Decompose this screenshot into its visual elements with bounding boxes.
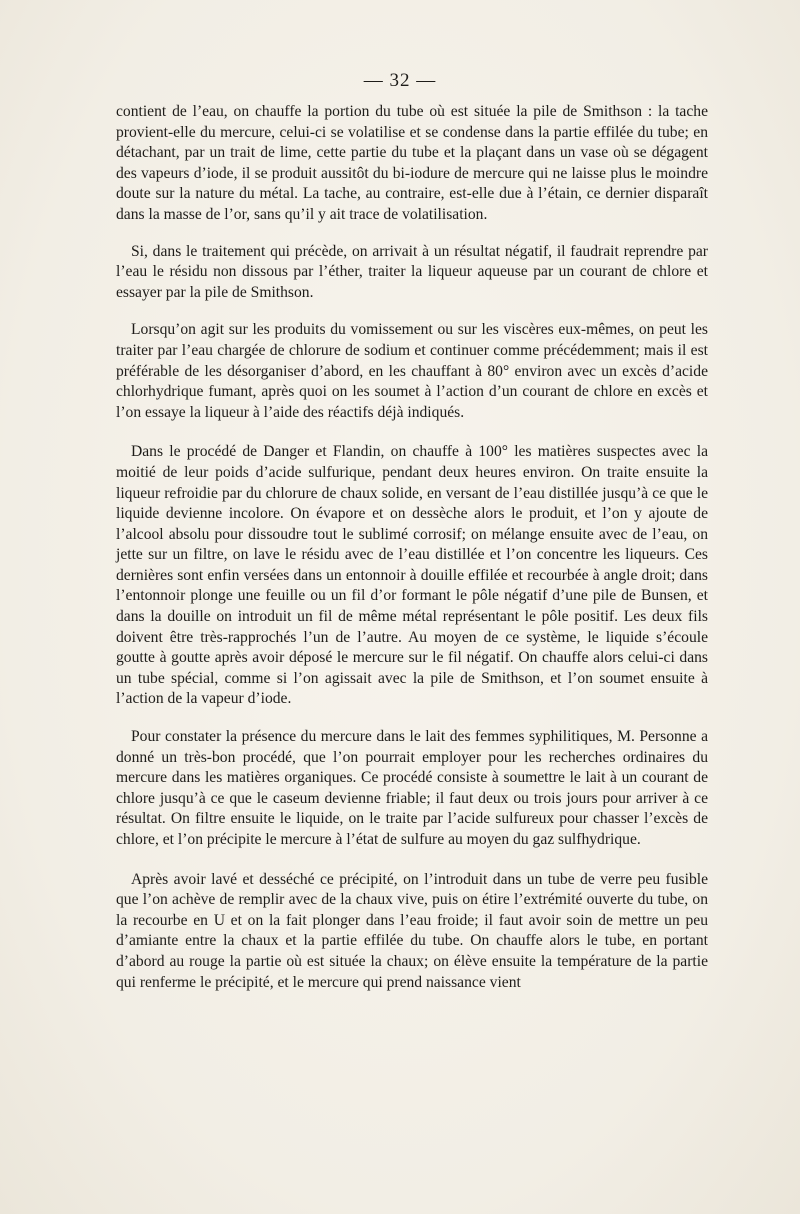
paragraph-6: Après avoir lavé et desséché ce précipité, on l’introduit dans un tube de verre peu fusible que l’on achève de remplir avec de la chaux vive, puis on étire l’extrémité ouverte du tube, on la recourbe en U et on la fait plonger dans l’eau froide; il faut avoir soin de mettre un peu d’amiante entre la chaux et la partie effilée du tube. On chauffe alors le tube, en portant d’abord au rouge la partie où est située la chaux; on élève ensuite la température de la partie qui renferme le précipité, et le mercure qui prend naissance vient xyxy=(116,870,708,991)
paragraph-2: Si, dans le traitement qui précède, on arrivait à un résultat négatif, il faudrait reprendre par l’eau le résidu non dissous par l’éther, traiter la liqueur aqueuse par un courant de chlore et essayer par la pile de Smithson. xyxy=(116,242,708,301)
body-text xyxy=(116,102,708,993)
paragraph-1: contient de l’eau, on chauffe la portion du tube où est située la pile de Smithson : la tache provient-elle du mercure, celui-ci se volatilise et se condense dans la partie effilée du tube; en détachant, par un trait de lime, cette partie du tube et la plaçant dans un vase où se dégagent des vapeurs d’iode, il se produit aussitôt du bi-iodure de mercure qui ne laisse plus le moindre doute sur la nature du métal. La tache, au contraire, est-elle due à l’étain, ce dernier disparaît dans la masse de l’or, sans qu’il y ait trace de volatilisation. xyxy=(116,103,708,223)
paragraph-5: Pour constater la présence du mercure dans le lait des femmes syphilitiques, M. Personne a donné un très-bon procédé, que l’on pourrait employer pour les recherches ordinaires du mercure dans les matières organiques. Ce procédé consiste à soumettre le lait à un courant de chlore jusqu’à ce que le caseum devienne friable; il faut deux ou trois jours pour arriver à ce résultat. On filtre ensuite le liquide, on le traite par l’acide sulfureux pour chasser l’excès de chlore, et l’on précipite le mercure à l’état de sulfure au moyen du gaz sulfhydrique. xyxy=(116,728,708,848)
page-number: — 32 — xyxy=(363,70,437,91)
paragraph-3: Lorsqu’on agit sur les produits du vomissement ou sur les viscères eux-mêmes, on peut les traiter par l’eau chargée de chlorure de sodium et continuer comme précédemment; mais il est préférable de les désorganiser d’abord, en les chauffant à 80° environ avec un excès d’acide chlorhydrique fumant, après quoi on les soumet à l’action d’un courant de chlore en excès et l’on essaye la liqueur à l’aide des réactifs déjà indiqués. xyxy=(116,321,708,421)
paragraph-4: Dans le procédé de Danger et Flandin, on chauffe à 100° les matières suspectes avec la moitié de leur poids d’acide sulfurique, pendant deux heures environ. On traite ensuite la liqueur refroidie par du chlorure de chaux solide, en versant de l’eau distillée jusqu’à ce que le liquide devienne incolore. On évapore et on dessèche alors le produit, et l’on y ajoute de l’alcool absolu pour dissoudre tout le sublimé corrosif; on mélange ensuite avec de l’eau, on jette sur un filtre, on lave le résidu avec de l’eau distillée et l’on concentre les liqueurs. Ces dernières sont enfin versées dans un entonnoir à douille effilée et recourbée à angle droit; dans l’entonnoir plonge une feuille ou un fil d’or formant le pôle négatif d’une pile de Bunsen, et dans la douille on introduit un fil de même métal représentant le pôle positif. Les deux fils doivent être très-rapprochés l’un de l’autre. Au moyen de ce système, le liquide s’écoule goutte à goutte après avoir déposé le mercure sur le fil négatif. On chauffe alors celui-ci dans un tube spécial, comme si l’on agissait avec la pile de Smithson, et l’on soumet ensuite à l’action de la vapeur d’iode. xyxy=(116,443,708,708)
